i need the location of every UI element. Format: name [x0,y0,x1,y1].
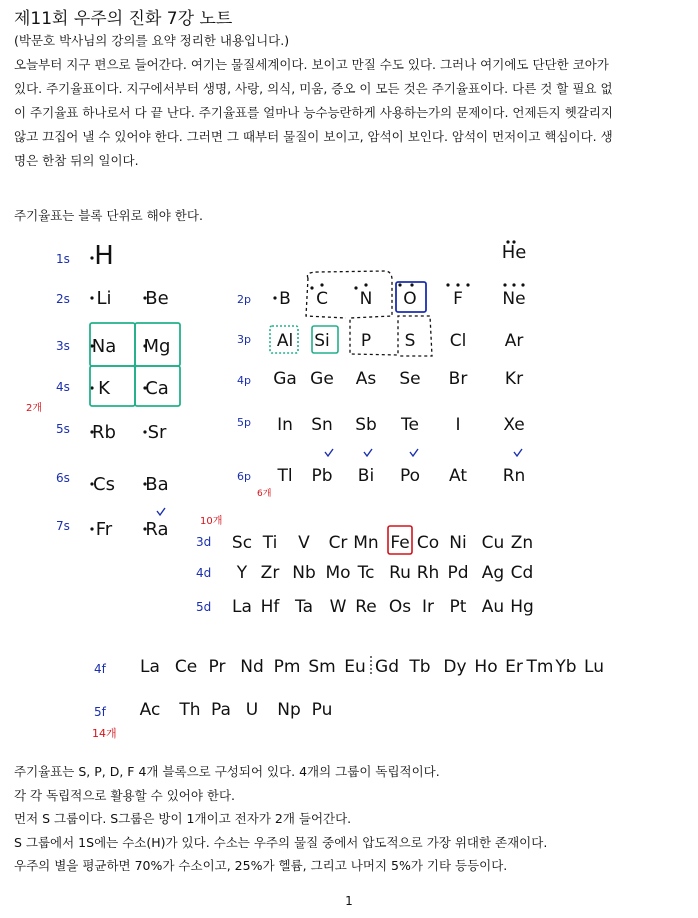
element-In: In [277,415,293,435]
element-Si: Si [314,331,330,351]
orbital-label-4p: 4p [237,374,251,387]
element-Tl: Tl [277,466,293,486]
electron-dot [90,256,93,259]
element-Be: Be [145,288,169,309]
element-Ge: Ge [310,369,334,389]
element-O: O [403,289,417,309]
element-At: At [449,466,467,486]
summary-line: 각 각 독립적으로 활용할 수 있어야 한다. [14,787,236,803]
element-Mn: Mn [353,533,379,553]
element-Al: Al [276,331,294,351]
check-mark [514,449,522,456]
electron-dot [398,283,401,286]
electron-dot [456,283,459,286]
element-Pb: Pb [311,466,333,486]
periodic-table-sketch [0,228,698,753]
check-mark [325,449,333,456]
element-Mg: Mg [143,336,171,357]
element-Sn: Sn [311,415,333,435]
electron-dot [143,430,146,433]
summary-line: 주기율표는 S, P, D, F 4개 블록으로 구성되어 있다. 4개의 그룹이 독립적이다. [14,764,440,779]
element-Er: Er [505,657,523,677]
page-number: 1 [345,894,353,908]
element-Fr: Fr [95,519,113,540]
orbital-label-5f: 5f [94,705,106,719]
element-Ba: Ba [145,474,169,495]
electron-dot [521,283,524,286]
element-B: B [279,289,291,309]
element-Pm: Pm [273,657,301,677]
element-Rn: Rn [502,466,526,486]
element-Zn: Zn [510,533,534,553]
orbital-label-3s: 3s [56,339,70,353]
element-La: La [232,597,252,617]
orbital-label-2p: 2p [237,293,251,306]
orbital-label-6p: 6p [237,470,251,483]
element-Bi: Bi [357,466,375,486]
element-Ti: Ti [262,533,278,553]
page-title: 제11회 우주의 진화 7강 노트 [14,9,233,29]
element-V: V [298,533,310,553]
element-Nd: Nd [240,657,264,677]
orbital-label-1s: 1s [56,252,70,266]
element-Ir: Ir [421,597,435,617]
element-Se: Se [399,369,421,389]
element-La: La [140,657,160,677]
orbital-label-7s: 7s [56,519,70,533]
summary-paragraph [14,760,547,878]
element-C: C [316,289,328,309]
element-Fe: Fe [390,533,410,553]
element-H: H [94,241,114,271]
table-text [26,241,604,740]
block-note: 주기율표는 블록 단위로 해야 한다. [14,208,203,223]
electron-dot [503,283,506,286]
element-K: K [98,378,110,399]
element-Br: Br [448,369,468,389]
element-Cl: Cl [449,331,467,351]
electron-dot [446,283,449,286]
element-Ta: Ta [295,597,313,617]
element-Eu: Eu [344,657,366,677]
element-Na: Na [91,336,117,357]
element-Rh: Rh [416,563,440,583]
element-Pu: Pu [311,700,333,720]
element-N: N [359,289,373,309]
element-F: F [453,289,463,309]
orbital-label-4f: 4f [94,662,106,676]
orbital-label-5p: 5p [237,416,251,429]
check-mark [410,449,418,456]
element-Cs: Cs [93,474,115,495]
page-subtitle: (박문호 박사님의 강의를 요약 정리한 내용입니다.) [14,33,290,48]
orbital-label-2s: 2s [56,292,70,306]
element-Yb: Yb [555,657,577,677]
element-Kr: Kr [504,369,524,389]
element-He: He [501,242,527,263]
intro-line: 이 주기율표 하나로서 다 끝 난다. 주기율표를 얼마나 능수능란하게 사용하는가의 문제이다. 언제든지 헷갈리지 [14,105,614,120]
element-Hf: Hf [260,597,280,617]
element-Th: Th [179,700,201,720]
element-Np: Np [277,700,301,720]
element-Y: Y [236,563,248,583]
element-Cu: Cu [481,533,505,553]
element-Tm: Tm [526,657,554,677]
element-Os: Os [388,597,412,617]
element-Tc: Tc [357,563,375,583]
orbital-label-3p: 3p [237,333,251,346]
element-Co: Co [416,533,440,553]
element-Nb: Nb [292,563,316,583]
intro-line: 명은 한참 뒤의 일이다. [14,153,139,168]
element-Ga: Ga [273,369,297,389]
element-Dy: Dy [443,657,467,677]
element-As: As [355,369,377,389]
intro-line: 않고 끄집어 낼 수 있어야 한다. 그러면 그 때부터 물질이 보이고, 암석이 보인다. 암석이 먼저이고 핵심이다. 생 [14,129,613,144]
check-mark [157,508,165,515]
element-Ar: Ar [504,331,524,351]
element-Po: Po [399,466,421,486]
orbital-label-6s: 6s [56,471,70,485]
electron-dot [310,286,313,289]
element-P: P [360,331,372,351]
element-Xe: Xe [503,415,525,435]
orbital-label-5s: 5s [56,422,70,436]
summary-line: S 그룹에서 1S에는 수소(H)가 있다. 수소는 우주의 물질 중에서 압도적으로 가장 위대한 존재이다. [14,834,548,850]
element-Re: Re [355,597,377,617]
element-I: I [455,415,461,435]
orbital-label-4s: 4s [56,380,70,394]
element-Ag: Ag [481,563,505,583]
element-Ac: Ac [139,700,161,720]
element-Li: Li [96,288,112,309]
element-Sb: Sb [355,415,377,435]
element-Te: Te [401,415,419,435]
orbital-label-4d: 4d [196,566,212,580]
element-Pt: Pt [449,597,467,617]
element-Pa: Pa [211,700,231,720]
electron-count-p: 6개 [257,489,272,499]
element-Ni: Ni [449,533,467,553]
intro-line: 있다. 주기율표이다. 지구에서부터 생명, 사랑, 의식, 미움, 증오 이 모든 것은 주기율표이다. 다른 것 할 필요 없 [14,81,613,96]
summary-line: 우주의 별을 평균하면 70%가 수소이고, 25%가 헬륨, 그리고 나머지 5%가 기타 등등이다. [14,858,508,873]
highlight-box-k [90,366,135,406]
electron-dot [90,296,93,299]
electron-count-d: 10개 [200,516,223,527]
element-Ho: Ho [474,657,498,677]
element-Ca: Ca [145,378,169,399]
orbital-label-5d: 5d [196,600,212,614]
electron-count-s: 2개 [26,403,43,414]
intro-line: 오늘부터 지구 편으로 들어간다. 여기는 물질세계이다. 보이고 만질 수도 있다. 그러나 여기에도 단단한 코아가 [14,57,609,72]
element-Ru: Ru [389,563,411,583]
electron-dot [512,283,515,286]
element-Au: Au [481,597,505,617]
electron-dot [273,296,276,299]
element-Pr: Pr [208,657,226,677]
element-Ce: Ce [174,657,198,677]
element-Hg: Hg [510,597,534,617]
electron-dot [320,283,323,286]
element-Rb: Rb [92,422,116,443]
element-Ra: Ra [145,519,169,540]
element-S: S [404,331,416,351]
element-Zr: Zr [260,563,280,583]
element-Tb: Tb [409,657,431,677]
element-U: U [245,700,259,720]
electron-dot [410,283,413,286]
electron-dot [466,283,469,286]
electron-dot [90,527,93,530]
element-W: W [329,597,347,617]
element-Cd: Cd [510,563,534,583]
element-Pd: Pd [447,563,469,583]
intro-paragraph [14,53,684,173]
electron-count-f: 14개 [92,727,117,740]
element-Sc: Sc [231,533,253,553]
element-Mo: Mo [325,563,351,583]
element-Sm: Sm [308,657,336,677]
electron-dot [364,283,367,286]
element-Gd: Gd [375,657,399,677]
element-Ne: Ne [502,289,526,309]
summary-line: 먼저 S 그룹이다. S그룹은 방이 1개이고 전자가 2개 들어간다. [14,811,352,826]
element-Cr: Cr [328,533,348,553]
orbital-label-3d: 3d [196,535,212,549]
electron-dot [354,286,357,289]
element-Sr: Sr [147,422,167,443]
check-mark [364,449,372,456]
element-Lu: Lu [584,657,604,677]
